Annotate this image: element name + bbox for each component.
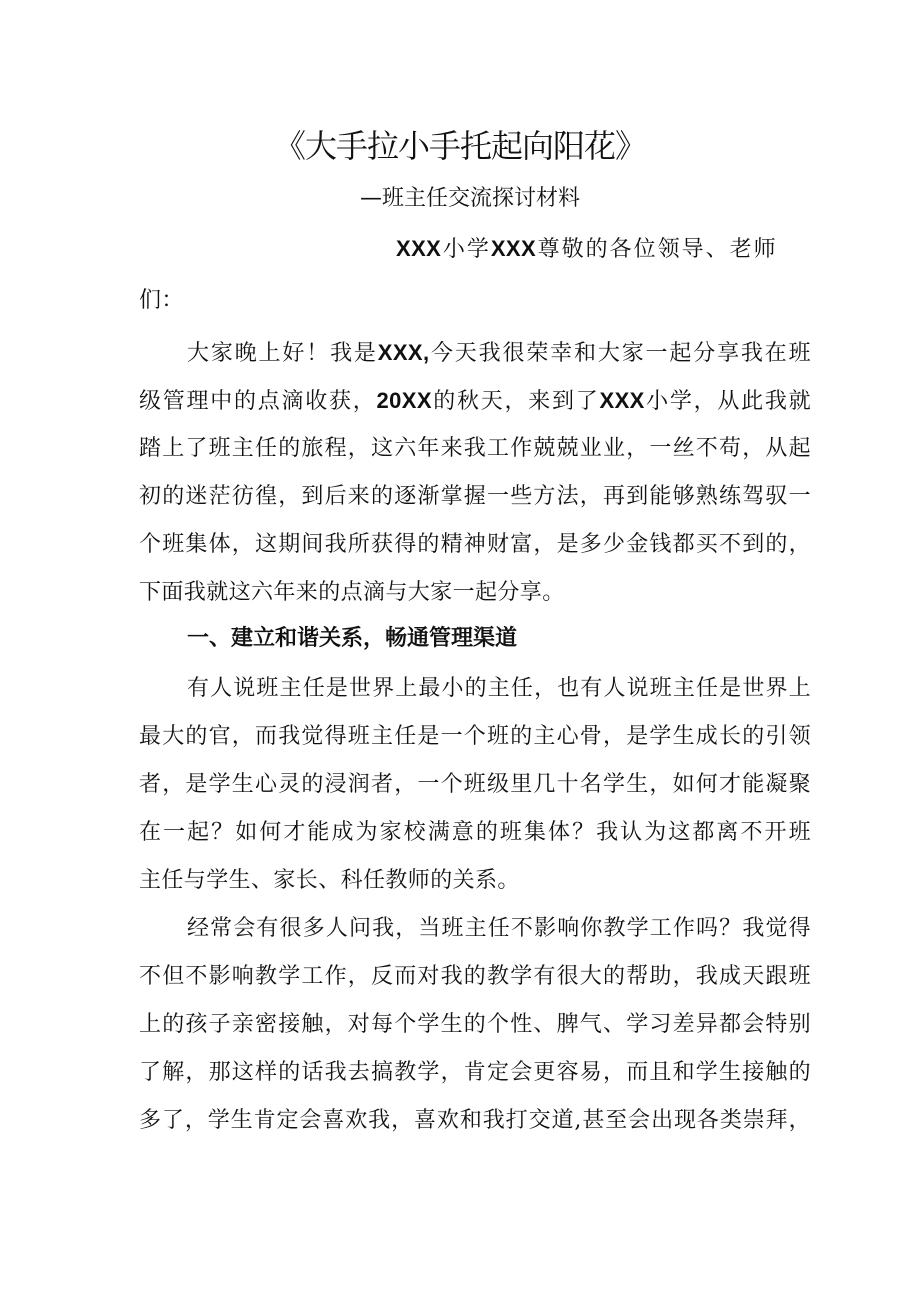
intro-text: 大家晚上好！我是: [187, 341, 378, 366]
intro-text: 小学，从此我就: [644, 389, 811, 414]
section-heading: 一、建立和谐关系，畅通管理渠道: [187, 626, 518, 651]
paragraph-line: 不但不影响教学工作，反而对我的教学有很大的帮助，我成天跟班: [139, 964, 811, 989]
paragraph-line: 主任与学生、家长、科任教师的关系。: [139, 868, 520, 893]
intro-line-6: 下面我就这六年来的点滴与大家一起分享。: [139, 580, 565, 605]
paragraph-line: 了解，那这样的话我去搞教学，肯定会更容易，而且和学生接触的: [139, 1060, 811, 1085]
intro-text: 今天我很荣幸和大家一起分享我在班: [429, 341, 812, 366]
school-suffix: 小学: [441, 237, 491, 262]
paragraph-line: 经常会有很多人问我，当班主任不影响你教学工作吗？我觉得: [187, 916, 811, 941]
intro-text: 的秋天，来到了: [431, 389, 600, 414]
intro-year: 20XX: [376, 388, 432, 413]
intro-name: XXX,: [377, 340, 430, 365]
author-line: [396, 232, 776, 267]
intro-text: 级管理中的点滴收获，: [139, 389, 377, 414]
document-subtitle: —班主任交流探讨材料: [359, 186, 580, 211]
greeting-end: 们：: [139, 288, 184, 313]
paragraph-line: 在一起？如何才能成为家校满意的班集体？我认为这都离不开班: [139, 820, 811, 845]
intro-line-4: 初的迷茫彷徨，到后来的逐渐掌握一些方法，再到能够熟练驾驭一: [139, 484, 811, 509]
document-title: 《大手拉小手托起向阳花》: [273, 127, 646, 165]
paragraph-line: 最大的官，而我觉得班主任是一个班的主心骨，是学生成长的引领: [139, 724, 811, 749]
paragraph-line: 多了，学生肯定会喜欢我，喜欢和我打交道,甚至会出现各类崇拜，: [139, 1108, 811, 1133]
school-name: XXX: [396, 236, 442, 261]
intro-school: XXX: [599, 388, 645, 413]
intro-line-1: [187, 336, 811, 371]
paragraph-line: 者，是学生心灵的浸润者，一个班级里几十名学生，如何才能凝聚: [139, 772, 811, 797]
paragraph-line: 有人说班主任是世界上最小的主任，也有人说班主任是世界上: [187, 676, 811, 701]
greeting-start: 尊敬的各位领导、老师: [536, 237, 776, 262]
intro-line-2: [139, 384, 811, 419]
intro-line-5: 个班集体，这期间我所获得的精神财富，是多少金钱都买不到的，: [139, 532, 811, 557]
paragraph-line: 上的孩子亲密接触，对每个学生的个性、脾气、学习差异都会特别: [139, 1012, 811, 1037]
intro-line-3: 踏上了班主任的旅程，这六年来我工作兢兢业业，一丝不苟，从起: [139, 436, 811, 461]
author-name: XXX: [490, 236, 537, 261]
